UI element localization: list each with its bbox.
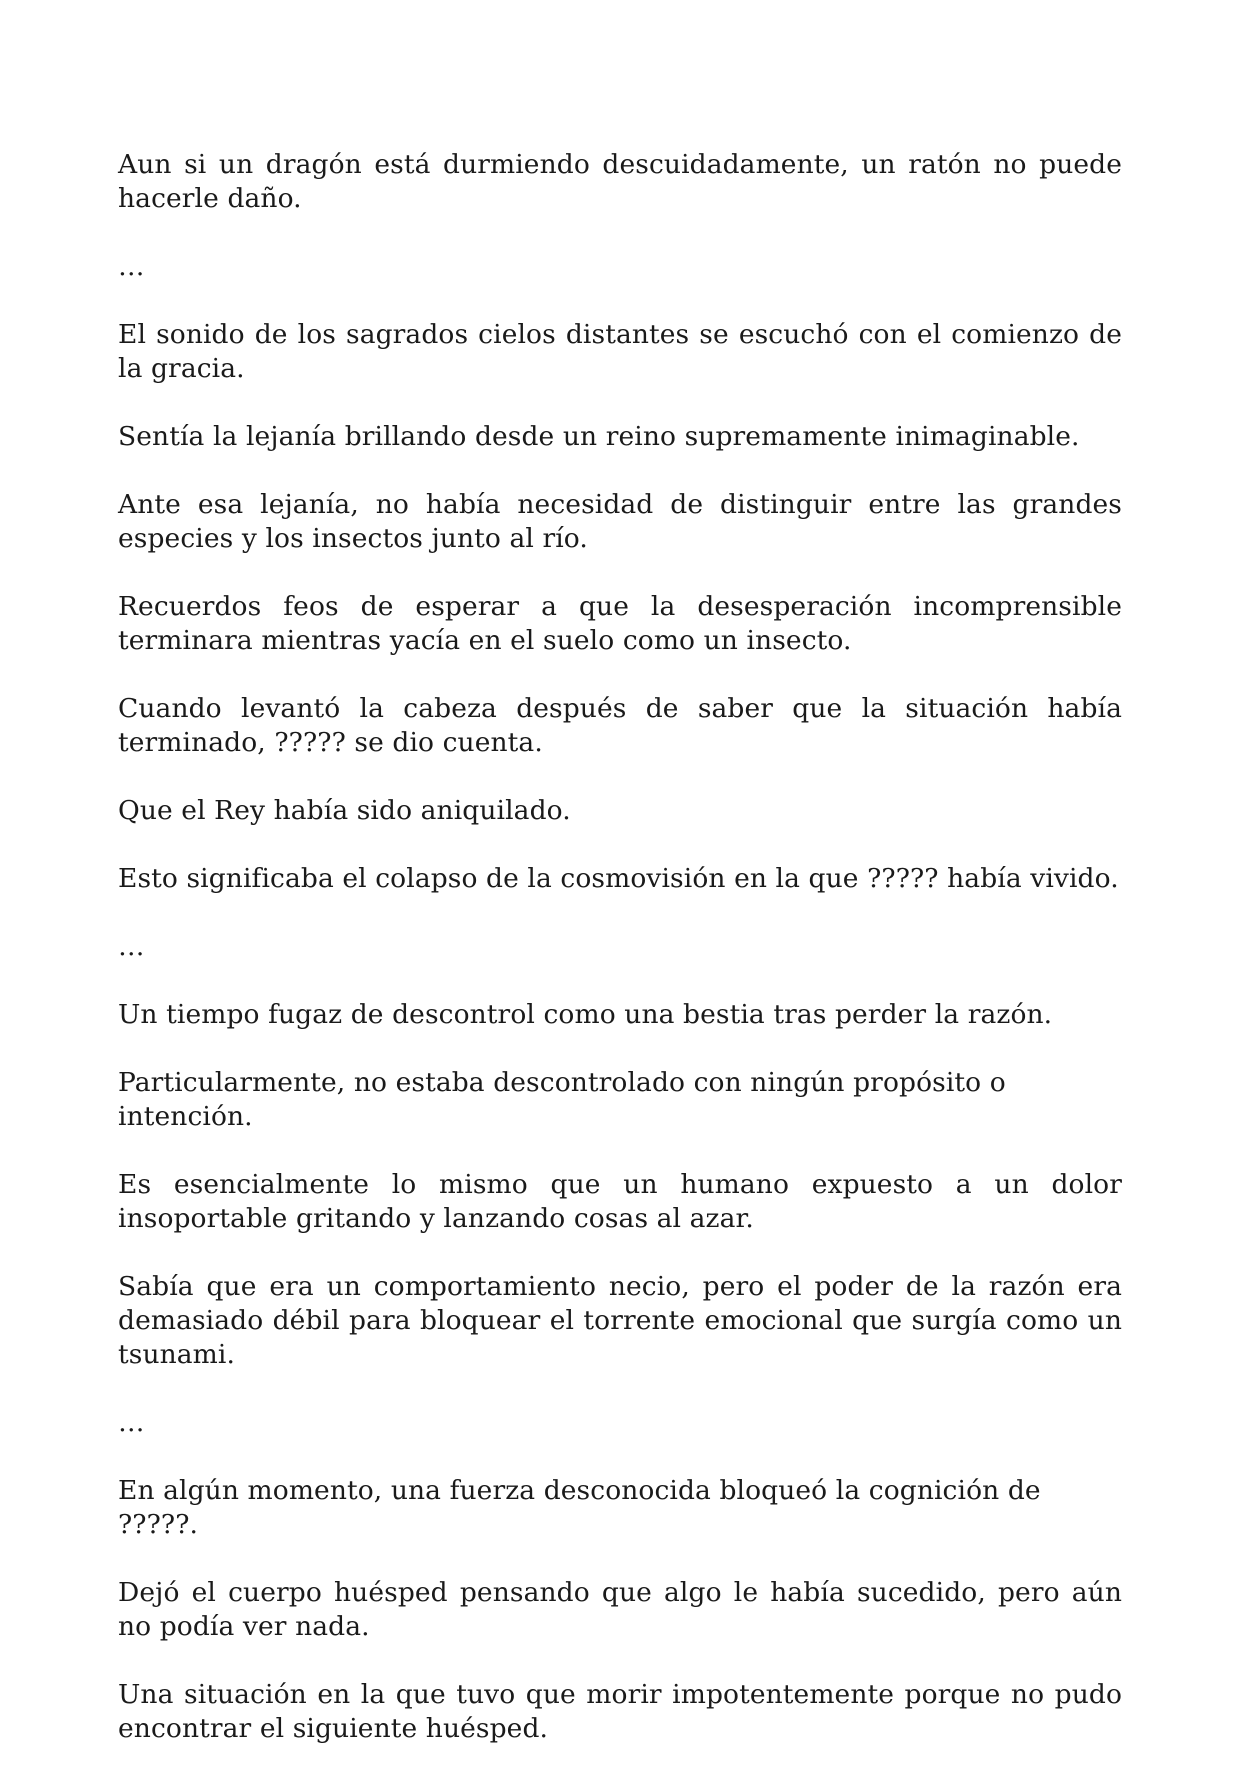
paragraph: El sonido de los sagrados cielos distantes se escuchó con el comienzo de la gracia. [118,319,1122,384]
paragraph: Una situación en la que tuvo que morir impotentemente porque no pudo encontrar el siguiente huésped. [118,1679,1122,1744]
paragraph: Aun si un dragón está durmiendo descuidadamente, un ratón no puede hacerle daño. [118,149,1122,214]
paragraph: Un tiempo fugaz de descontrol como una bestia tras perder la razón. [118,999,1053,1030]
paragraph: Sabía que era un comportamiento necio, pero el poder de la razón era demasiado débil para bloquear el torrente emocional que surgía como un tsunami. [118,1271,1122,1370]
paragraph: Esto significaba el colapso de la cosmovisión en la que ????? había vivido. [118,863,1119,894]
document-body [118,148,1122,1780]
paragraph: En algún momento, una fuerza desconocida bloqueó la cognición de ?????. [118,1475,1041,1540]
paragraph: Es esencialmente lo mismo que un humano expuesto a un dolor insoportable gritando y lanzando cosas al azar. [118,1169,1122,1234]
scene-separator: … [118,1407,145,1438]
scene-separator: … [118,251,145,282]
paragraph: Ante esa lejanía, no había necesidad de distinguir entre las grandes especies y los insectos junto al río. [118,489,1122,554]
paragraph: Sentía la lejanía brillando desde un reino supremamente inimaginable. [118,421,1080,452]
paragraph: Dejó el cuerpo huésped pensando que algo le había sucedido, pero aún no podía ver nada. [118,1577,1122,1642]
scene-separator: … [118,931,145,962]
paragraph: Recuerdos feos de esperar a que la desesperación incomprensible terminara mientras yacía en el suelo como un insecto. [118,591,1122,656]
paragraph: Que el Rey había sido aniquilado. [118,795,571,826]
paragraph: Cuando levantó la cabeza después de saber que la situación había terminado, ????? se dio cuenta. [118,693,1122,758]
paragraph: Particularmente, no estaba descontrolado con ningún propósito o intención. [118,1067,1006,1132]
